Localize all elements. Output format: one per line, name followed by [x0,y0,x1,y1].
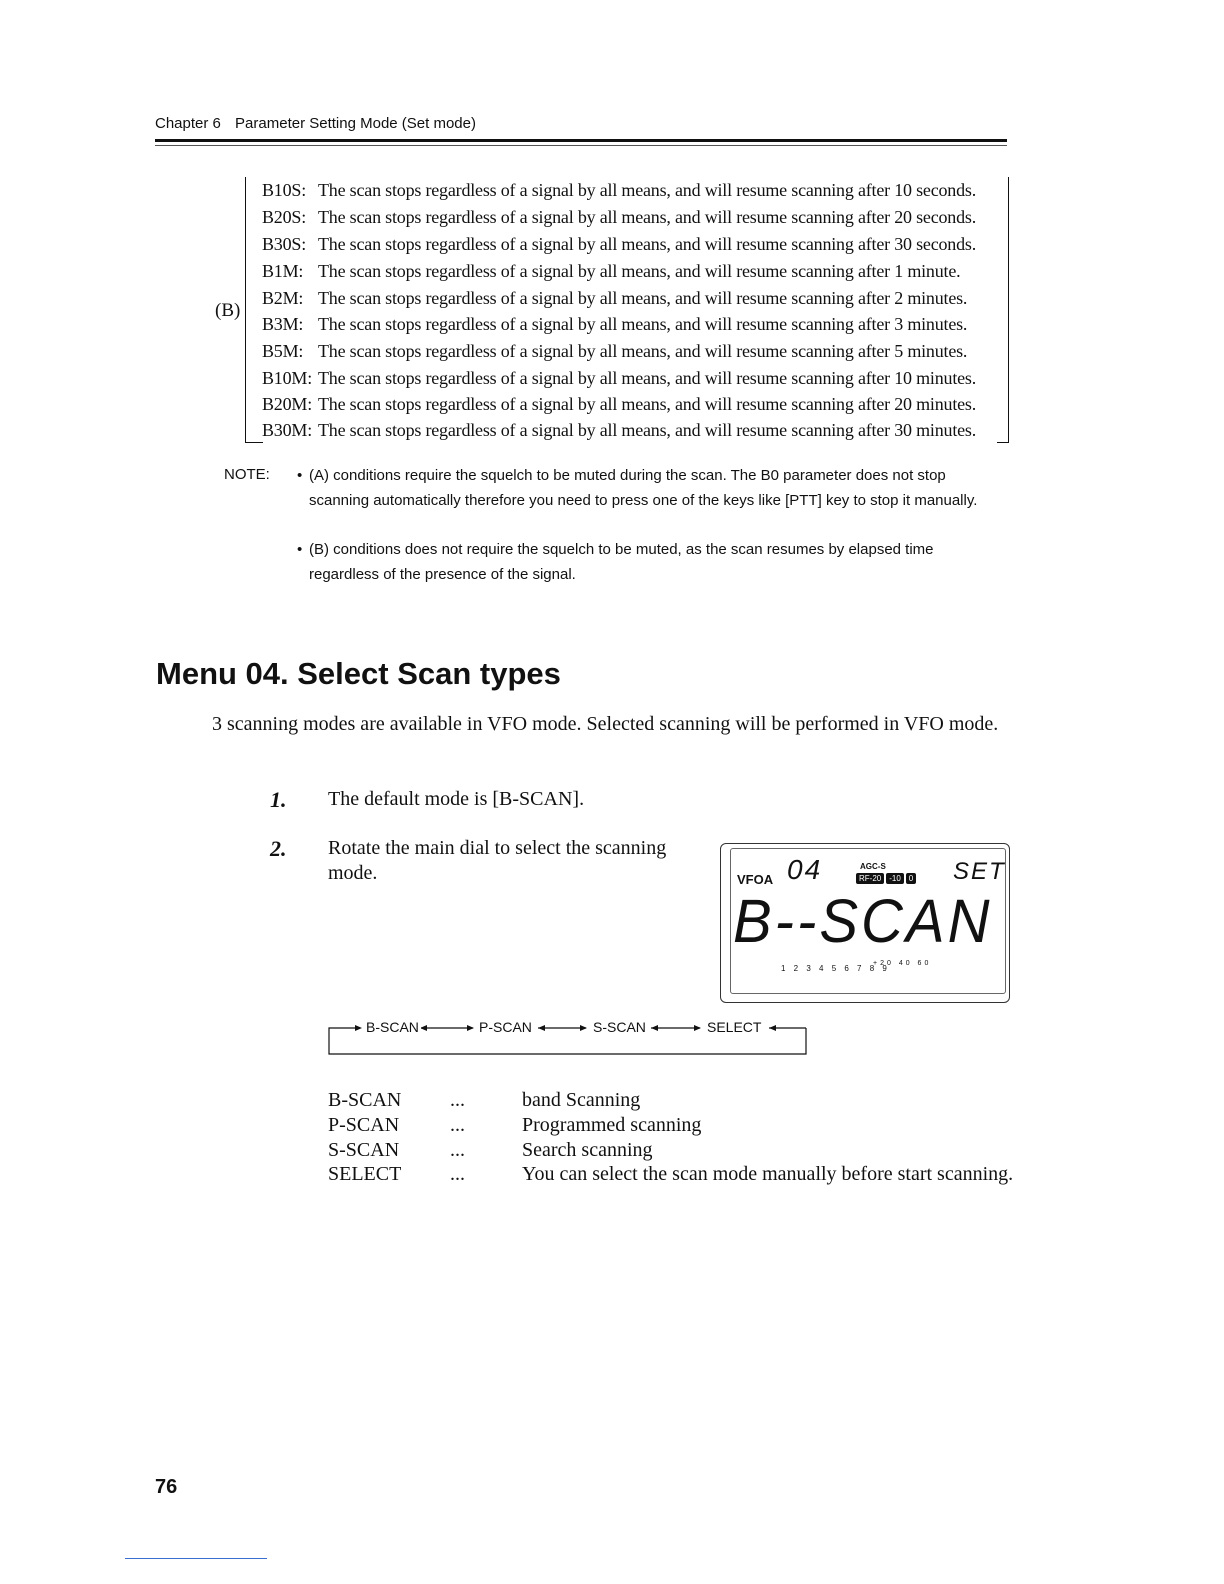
definition-row [0,1139,1224,1163]
b-group-label: (B) [215,300,241,321]
lcd-chip: -10 [886,873,904,884]
note-text: (A) conditions require the squelch to be muted during the scan. The B0 parameter does not stop scanning automatically therefore you need to press one of the keys like [PTT] key to stop it manually. [309,467,978,509]
b-row-text: The scan stops regardless of a signal by all means, and will resume scanning after 1 minute. [318,261,961,281]
b-row [262,234,976,255]
step-text: The default mode is [B-SCAN]. [328,788,585,810]
b-row-code: B20M: [262,394,313,414]
lcd-attenuator-chips [856,873,916,884]
lcd-set-label: SET [953,858,1006,885]
b-row-text: The scan stops regardless of a signal by all means, and will resume scanning after 3 minutes. [318,314,968,334]
definition-row [0,1114,1224,1138]
b-row-code: B30M: [262,420,313,440]
b-row-code: B2M: [262,288,304,308]
lcd-display [720,843,1010,1003]
step-text-line: Rotate the main dial to select the scanning [328,837,667,859]
b-row [262,368,976,389]
b-row-text: The scan stops regardless of a signal by all means, and will resume scanning after 20 minutes. [318,394,977,414]
definition-term: SELECT [328,1163,402,1185]
header-rule-thin [155,145,1007,146]
cycle-label: S-SCAN [593,1019,646,1035]
page-number: 76 [155,1476,178,1498]
b-row-text: The scan stops regardless of a signal by all means, and will resume scanning after 5 minutes. [318,341,968,361]
lcd-s-meter-scale: 1 2 3 4 5 6 7 8 9 [781,964,890,973]
note-text: (B) conditions does not require the squelch to be muted, as the scan resumes by elapsed time regardless of the presence of the signal. [309,541,934,583]
b-row [262,261,960,282]
lcd-main-text: B--SCAN [733,887,993,956]
lcd-chip: 0 [906,873,916,884]
b-row [262,314,967,335]
b-row-text: The scan stops regardless of a signal by all means, and will resume scanning after 30 minutes. [318,420,977,440]
scan-mode-cycle-diagram [328,1010,808,1058]
note-label: NOTE: [224,466,270,483]
section-label: Parameter Setting Mode (Set mode) [235,115,476,132]
definition-desc: band Scanning [522,1089,641,1111]
lcd-vfo-label: VFOA [737,872,774,887]
header-rule [155,139,1007,142]
cycle-label: SELECT [707,1019,762,1035]
chapter-label: Chapter 6 [155,115,221,132]
b-row-code: B10M: [262,368,313,388]
b-row-code: B3M: [262,314,304,334]
b-row [262,180,976,201]
lcd-agc-label: AGC-S [860,862,886,871]
b-row-text: The scan stops regardless of a signal by all means, and will resume scanning after 10 minutes. [318,368,977,388]
definition-dots: ... [450,1139,465,1161]
bullet-icon: • [297,467,303,484]
cycle-label: B-SCAN [366,1019,419,1035]
b-row [262,207,976,228]
b-row [262,420,976,441]
definition-term: P-SCAN [328,1114,400,1136]
step-text-line: mode. [328,862,378,884]
definition-desc: You can select the scan mode manually before start scanning. [522,1163,1014,1185]
lcd-channel: 04 [787,854,823,885]
b-row-text: The scan stops regardless of a signal by all means, and will resume scanning after 2 minutes. [318,288,968,308]
section-title: Menu 04. Select Scan types [156,656,561,691]
note-item [297,538,997,587]
definition-row [0,1089,1224,1113]
definition-dots: ... [450,1163,465,1185]
b-row-text: The scan stops regardless of a signal by all means, and will resume scanning after 20 seconds. [318,207,977,227]
note-item [297,464,997,513]
bullet-icon: • [297,541,303,558]
section-intro: 3 scanning modes are available in VFO mode. Selected scanning will be performed in VFO mode. [212,713,999,735]
definition-row [0,1163,1224,1187]
step-number: 2. [270,836,287,861]
lcd-chip: RF-20 [856,873,884,884]
definition-term: B-SCAN [328,1089,402,1111]
definition-term: S-SCAN [328,1139,400,1161]
definition-desc: Programmed scanning [522,1114,702,1136]
b-row [262,288,967,309]
b-row-code: B30S: [262,234,307,254]
footer-rule [125,1558,267,1559]
b-row [262,341,967,362]
definition-dots: ... [450,1114,465,1136]
cycle-label: P-SCAN [479,1019,532,1035]
b-row-code: B5M: [262,341,304,361]
running-header [155,115,476,132]
lcd-s-meter-scale-high: +20 40 60 [873,960,932,967]
b-row-text: The scan stops regardless of a signal by all means, and will resume scanning after 30 seconds. [318,234,977,254]
b-row [262,394,976,415]
definition-dots: ... [450,1089,465,1111]
step-text [328,836,666,886]
step-number: 1. [270,787,287,812]
definition-desc: Search scanning [522,1139,653,1161]
b-row-code: B20S: [262,207,307,227]
b-row-code: B1M: [262,261,304,281]
b-row-code: B10S: [262,180,307,200]
b-row-text: The scan stops regardless of a signal by all means, and will resume scanning after 10 seconds. [318,180,977,200]
